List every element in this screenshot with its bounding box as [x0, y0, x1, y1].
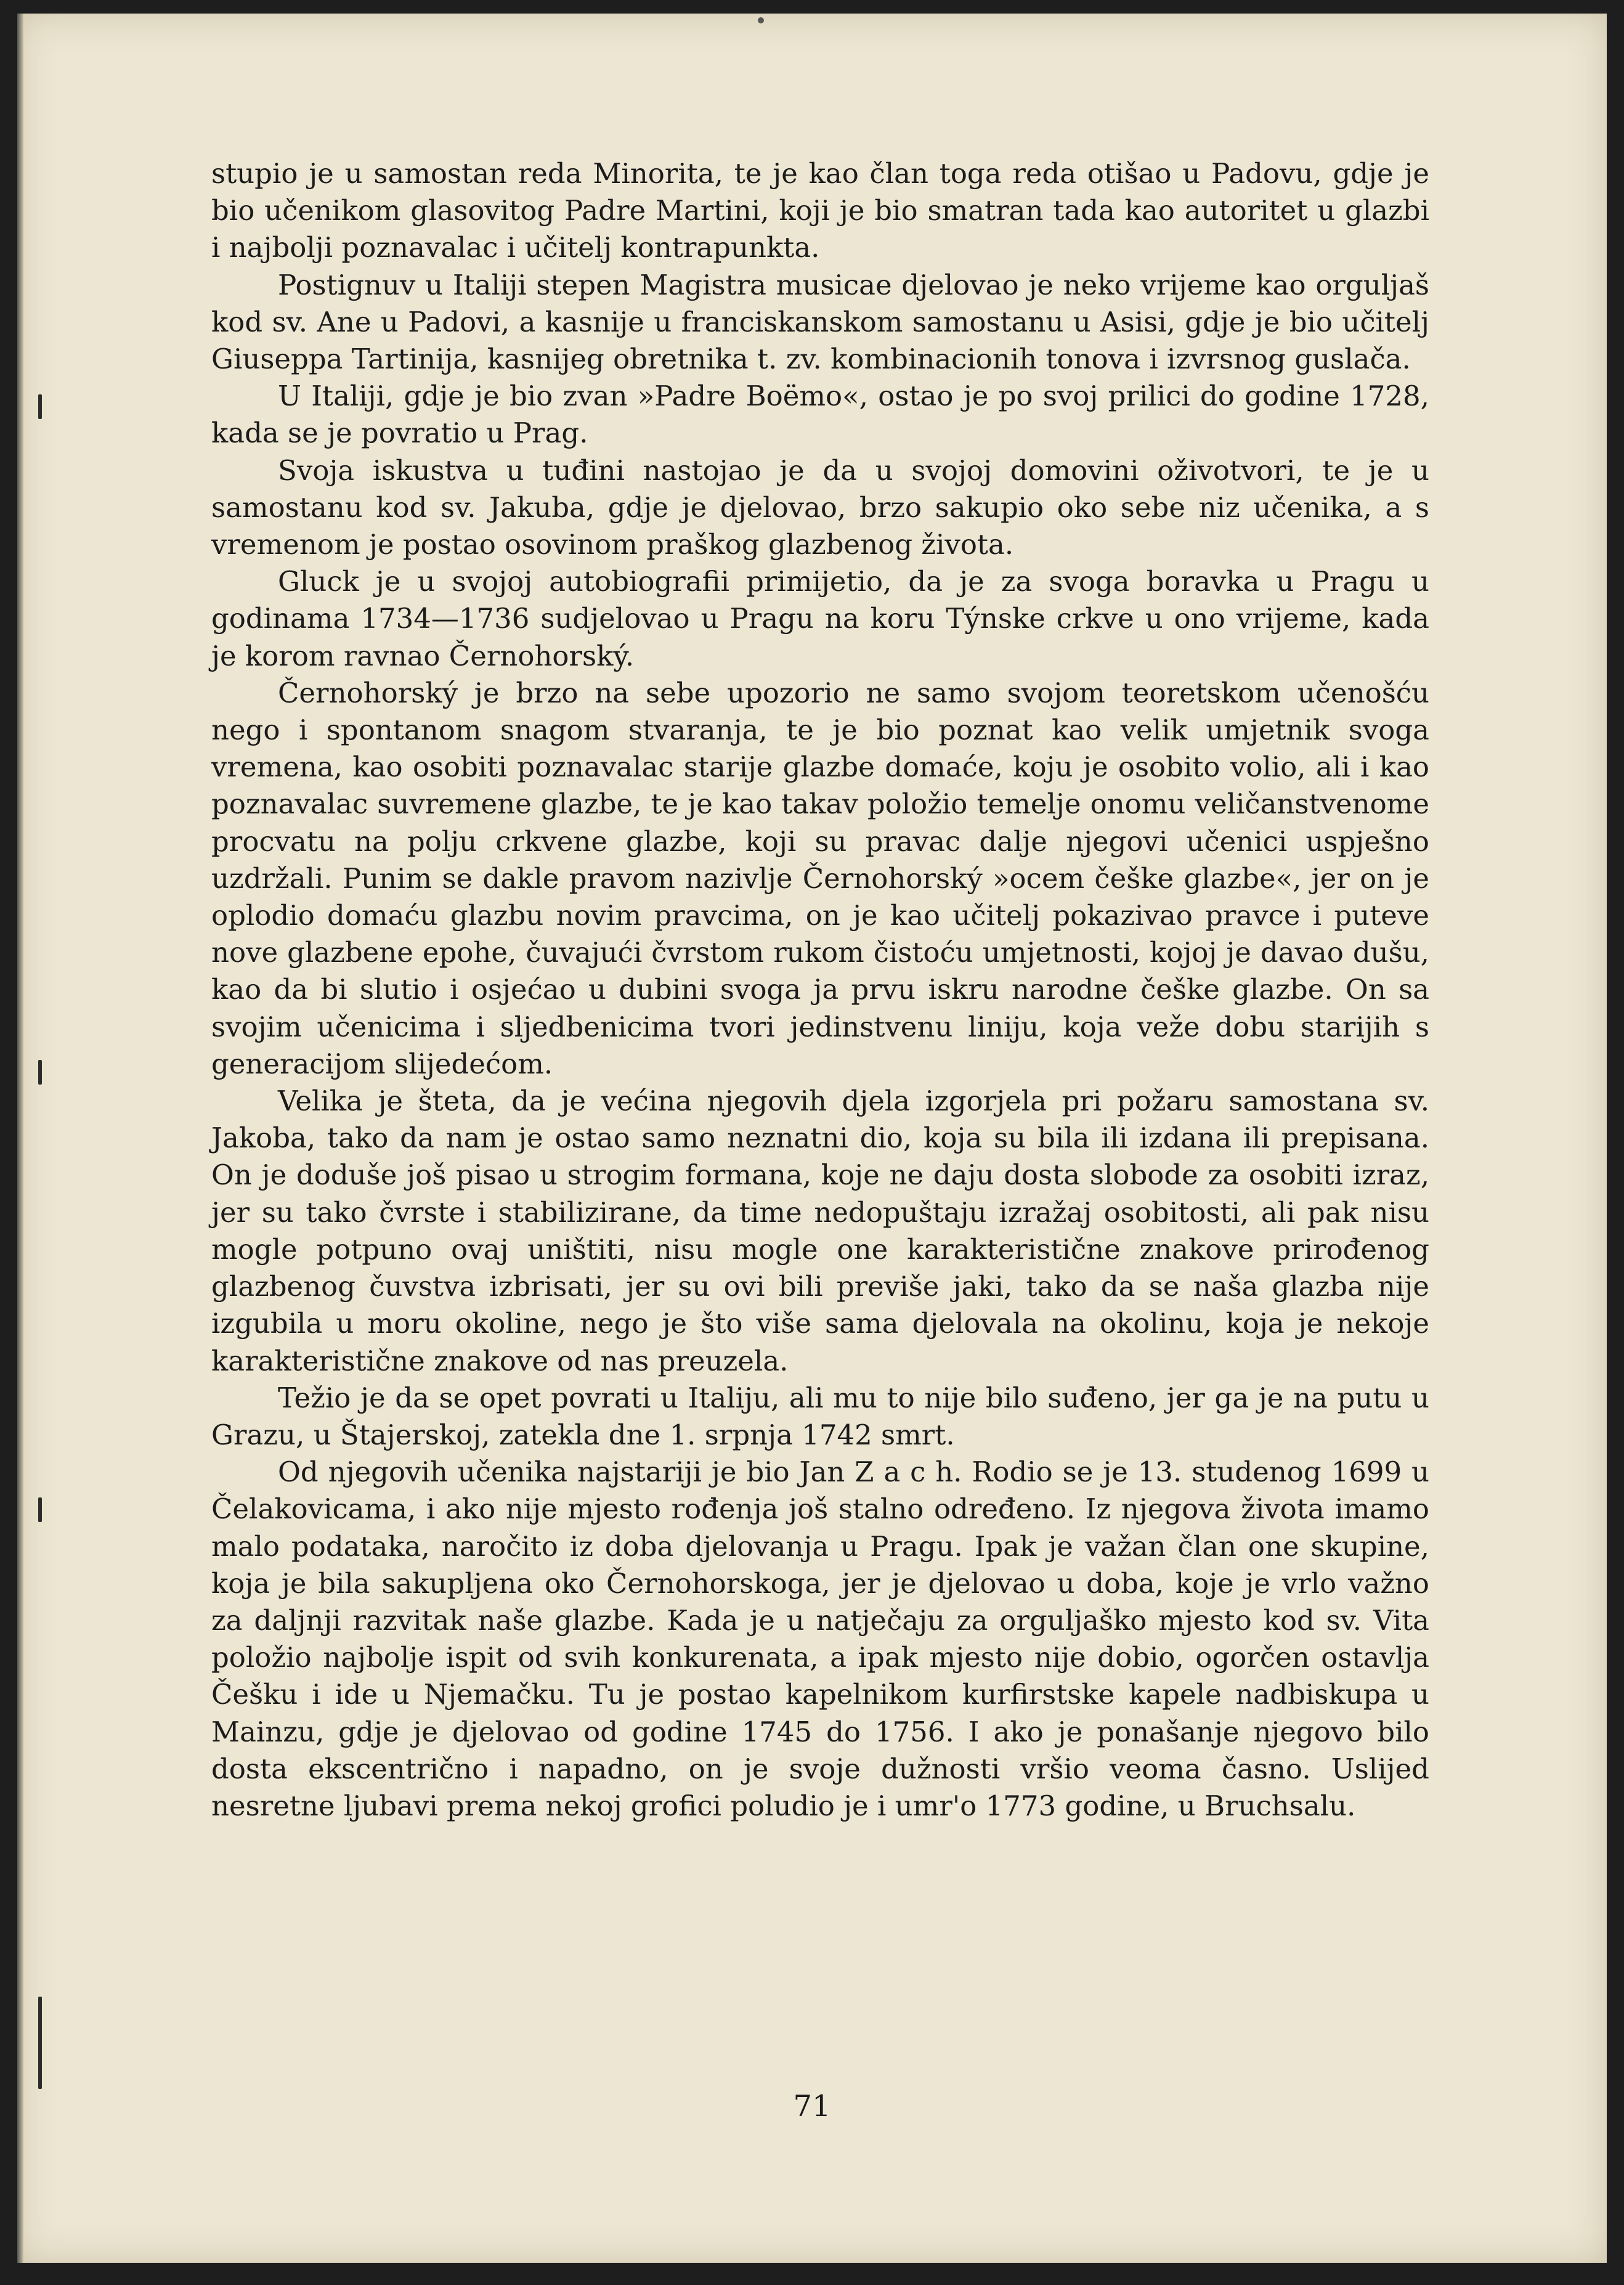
- paper-speck: [758, 17, 764, 23]
- paragraph: Svoja iskustva u tuđini nastojao je da u svojoj domovini oživotvori, te je u samostanu kod sv. Jakuba, gdje je djelovao, brzo sakupio oko sebe niz učenika, a s vremenom je postao osovinom praškog glazbenog života.: [211, 454, 1429, 561]
- paragraph: Od njegovih učenika najstariji je bio Jan Z a c h. Rodio se je 13. studenog 1699 u Čelakovicama, i ako nije mjesto rođenja još stalno određeno. Iz njegova života imamo malo podataka, naročito iz doba djelovanja u Pragu. Ipak je važan član one skupine, koja je bila sakupljena oko Černohorskoga, jer je djelovao u doba, koje je vrlo važno za daljnji razvitak naše glazbe. Kada je u natječaju za orguljaško mjesto kod sv. Vita položio najbolje ispit od svih konkurenata, a ipak mjesto nije dobio, ogorčen ostavlja Češku i ide u Njemačku. Tu je postao kapelnikom kurfirstske kapele nadbiskupa u Mainzu, gdje je djelovao od godine 1745 do 1756. I ako je ponašanje njegovo bilo dosta ekscentrično i napadno, on je svoje dužnosti vršio veoma časno. Uslijed nesretne ljubavi prema nekoj grofici poludio je i umr'o 1773 godine, u Bruchsalu.: [211, 1456, 1429, 1822]
- body-text: [211, 155, 1429, 1825]
- margin-mark: [38, 1497, 42, 1522]
- paragraph: Težio je da se opet povrati u Italiju, ali mu to nije bilo suđeno, jer ga je na putu u Grazu, u Štajerskoj, zatekla dne 1. srpnja 1742 smrt.: [211, 1381, 1429, 1451]
- page-binding-edge: [17, 14, 23, 2263]
- margin-mark: [38, 1060, 42, 1085]
- paragraph: Gluck je u svojoj autobiografii primijetio, da je za svoga boravka u Pragu u godinama 1734—1736 sudjelovao u Pragu na koru Týnske crkve u ono vrijeme, kada je korom ravnao Černohorský.: [211, 565, 1429, 672]
- page-number: 71: [793, 2089, 831, 2124]
- paragraph: U Italiji, gdje je bio zvan »Padre Boëmo«, ostao je po svoj prilici do godine 1728, kada se je povratio u Prag.: [211, 380, 1429, 450]
- paragraph: Postignuv u Italiji stepen Magistra musicae djelovao je neko vrijeme kao orguljaš kod sv. Ane u Padovi, a kasnije u franciskanskom samostanu u Asisi, gdje je bio učitelj Giuseppa Tartinija, kasnijeg obretnika t. zv. kombinacionih tonova i izvrsnog guslača.: [211, 268, 1429, 376]
- margin-mark: [38, 1997, 42, 2089]
- paragraph: stupio je u samostan reda Minorita, te je kao član toga reda otišao u Padovu, gdje je bio učenikom glasovitog Padre Martini, koji je bio smatran tada kao autoritet u glazbi i najbolji poznavalac i učitelj kontrapunkta.: [211, 157, 1429, 264]
- margin-mark: [38, 394, 42, 419]
- paragraph: Černohorský je brzo na sebe upozorio ne samo svojom teoretskom učenošću nego i spontanom snagom stvaranja, te je bio poznat kao velik umjetnik svoga vremena, kao osobiti poznavalac starije glazbe domaće, koju je osobito volio, ali i kao poznavalac suvremene glazbe, te je kao takav položio temelje onomu veličanstvenome procvatu na polju crkvene glazbe, koji su pravac dalje njegovi učenici uspješno uzdržali. Punim se dakle pravom nazivlje Černohorský »ocem češke glazbe«, jer on je oplodio domaću glazbu novim pravcima, on je kao učitelj pokazivao pravce i puteve nove glazbene epohe, čuvajući čvrstom rukom čistoću umjetnosti, kojoj je davao dušu, kao da bi slutio i osjećao u dubini svoga ja prvu iskru narodne češke glazbe. On sa svojim učenicima i sljedbenicima tvori jedinstvenu liniju, koja veže dobu starijih s generacijom slijedećom.: [211, 676, 1429, 1080]
- paragraph: Velika je šteta, da je većina njegovih djela izgorjela pri požaru samostana sv. Jakoba, tako da nam je ostao samo neznatni dio, koja su bila ili izdana ili prepisana. On je doduše još pisao u strogim formana, koje ne daju dosta slobode za osobiti izraz, jer su tako čvrste i stabilizirane, da time nedopuštaju izražaj osobitosti, ali pak nisu mogle potpuno ovaj uništiti, nisu mogle one karakteristične znakove prirođenog glazbenog čuvstva izbrisati, jer su ovi bili previše jaki, tako da se naša glazba nije izgubila u moru okoline, nego je što više sama djelovala na okolinu, koja je nekoje karakteristične znakove od nas preuzela.: [211, 1085, 1429, 1377]
